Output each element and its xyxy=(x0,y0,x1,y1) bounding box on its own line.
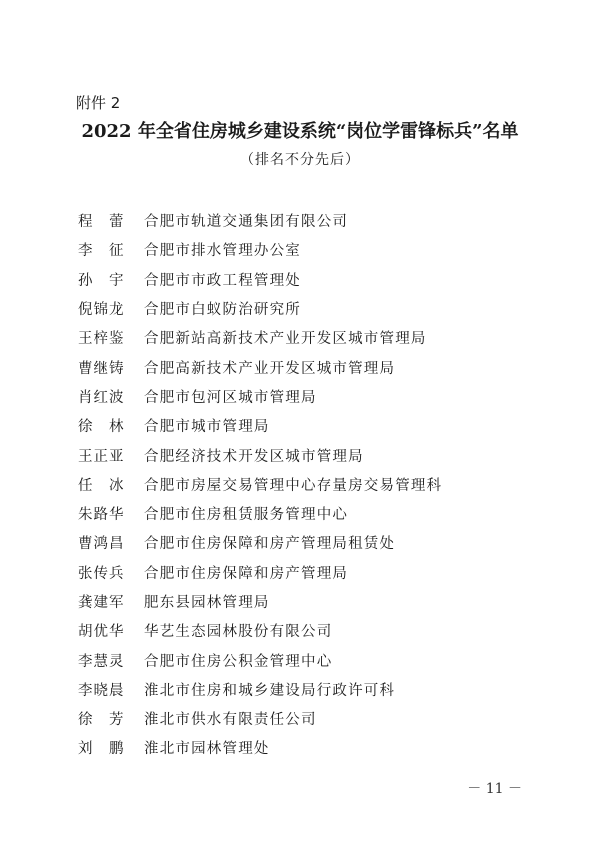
organization-name: 肥东县园林管理局 xyxy=(144,595,270,611)
organization-name: 淮北市供水有限责任公司 xyxy=(144,712,317,729)
list-item xyxy=(78,499,442,528)
person-name: 曹继铸 xyxy=(78,360,125,377)
document-subtitle: （排名不分先后） xyxy=(240,152,360,168)
organization-name: 华艺生态园林股份有限公司 xyxy=(144,624,333,641)
list-item xyxy=(78,704,442,733)
organization-name: 合肥市轨道交通集团有限公司 xyxy=(144,214,349,231)
list-item xyxy=(78,206,442,235)
list-item xyxy=(78,587,442,616)
person-name: 朱路华 xyxy=(78,507,125,524)
organization-name: 合肥市市政工程管理处 xyxy=(144,272,301,289)
organization-name: 淮北市住房和城乡建设局行政许可科 xyxy=(144,682,396,699)
list-item xyxy=(78,528,442,557)
list-item xyxy=(78,235,442,264)
document-title: 2022 年全省住房城乡建设系统“岗位学雷锋标兵”名单 xyxy=(81,121,519,142)
person-name: 李晓晨 xyxy=(78,682,125,699)
list-item xyxy=(78,675,442,704)
list-item xyxy=(78,558,442,587)
list-item xyxy=(78,470,442,499)
list-item xyxy=(78,382,442,411)
person-name: 程 蕾 xyxy=(78,214,125,231)
person-name: 王正亚 xyxy=(78,448,125,465)
organization-name: 合肥市包河区城市管理局 xyxy=(144,389,317,406)
page-number: － 11 － xyxy=(467,781,522,797)
person-name: 徐 芳 xyxy=(78,712,125,729)
list-item xyxy=(78,294,442,323)
person-name: 龚建军 xyxy=(78,595,125,611)
organization-name: 淮北市园林管理处 xyxy=(144,741,270,758)
organization-name: 合肥市住房租赁服务管理中心 xyxy=(144,507,349,524)
organization-name: 合肥市住房保障和房产管理局租赁处 xyxy=(144,536,396,553)
attachment-label: 附件 2 xyxy=(76,94,121,112)
person-name: 曹鸿昌 xyxy=(78,536,125,553)
organization-name: 合肥经济技术开发区城市管理局 xyxy=(144,448,364,465)
person-name: 徐 林 xyxy=(78,419,125,436)
person-name: 刘 鹏 xyxy=(78,741,125,758)
organization-name: 合肥市住房保障和房产管理局 xyxy=(144,565,349,582)
person-name: 孙 宇 xyxy=(78,272,125,289)
person-name: 倪锦龙 xyxy=(78,302,125,319)
list-item xyxy=(78,616,442,645)
organization-name: 合肥高新技术产业开发区城市管理局 xyxy=(144,360,396,377)
organization-name: 合肥市白蚁防治研究所 xyxy=(144,302,301,319)
list-item xyxy=(78,645,442,674)
list-item xyxy=(78,352,442,381)
organization-name: 合肥市排水管理办公室 xyxy=(144,243,301,260)
person-name: 张传兵 xyxy=(78,565,125,582)
list-item xyxy=(78,323,442,352)
person-name: 肖红波 xyxy=(78,389,125,406)
person-name: 李慧灵 xyxy=(78,653,125,670)
person-name: 任 冰 xyxy=(78,477,125,494)
organization-name: 合肥市城市管理局 xyxy=(144,419,270,436)
list-item xyxy=(78,440,442,469)
person-name: 王梓鉴 xyxy=(78,331,125,348)
list-item xyxy=(78,733,442,762)
organization-name: 合肥新站高新技术产业开发区城市管理局 xyxy=(144,331,427,348)
list-item xyxy=(78,411,442,440)
organization-name: 合肥市住房公积金管理中心 xyxy=(144,653,333,670)
person-name: 胡优华 xyxy=(78,624,125,641)
person-name: 李 征 xyxy=(78,243,125,260)
organization-name: 合肥市房屋交易管理中心存量房交易管理科 xyxy=(144,477,443,494)
name-list xyxy=(78,206,442,763)
list-item xyxy=(78,265,442,294)
